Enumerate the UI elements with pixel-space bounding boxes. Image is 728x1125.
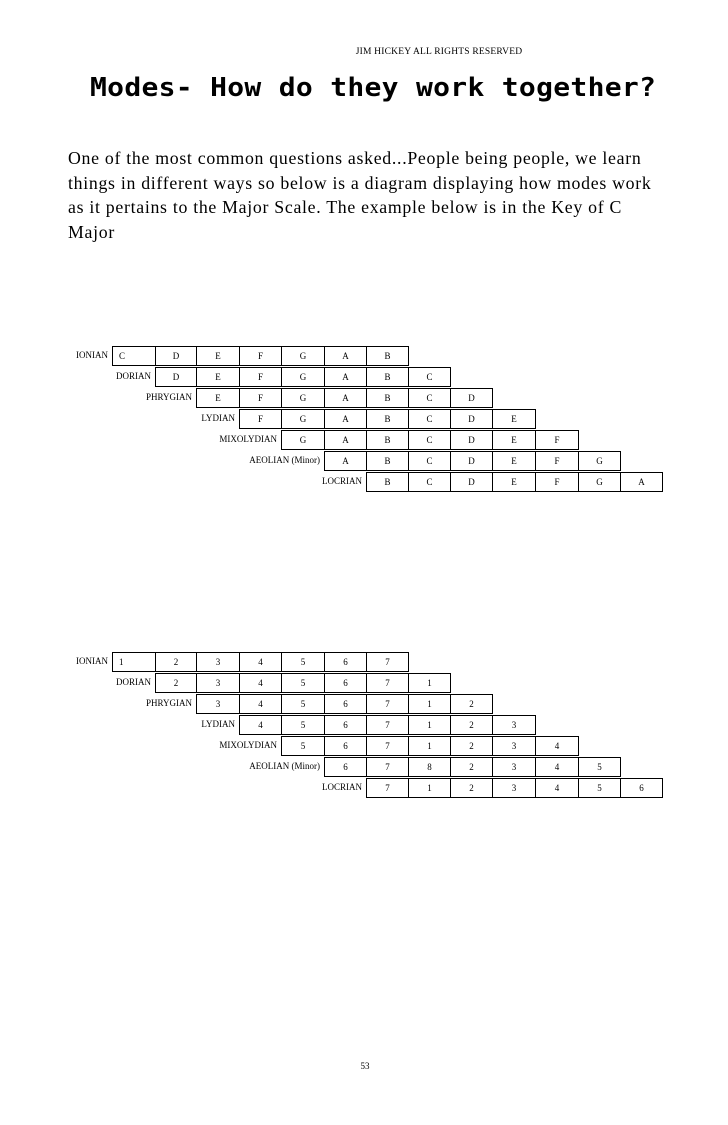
mode-cell: 3: [196, 673, 240, 693]
mode-cell: G: [281, 388, 325, 408]
mode-cell: B: [366, 472, 409, 492]
mode-cell: C: [408, 367, 451, 387]
mode-cell: 1: [408, 715, 451, 735]
mode-cell: 3: [492, 757, 536, 777]
mode-cell: E: [492, 409, 536, 429]
mode-cell: 5: [281, 715, 325, 735]
mode-cell: 1: [408, 778, 451, 798]
mode-cell: 2: [450, 694, 493, 714]
mode-cell: 7: [366, 736, 409, 756]
mode-cell: 6: [620, 778, 663, 798]
mode-cell: G: [281, 367, 325, 387]
mode-cell: 2: [155, 652, 197, 672]
mode-cell: E: [492, 451, 536, 471]
mode-cell: B: [366, 388, 409, 408]
mode-label: MIXOLYDIAN: [219, 434, 277, 444]
mode-label: AEOLIAN (Minor): [249, 455, 320, 465]
mode-label: IONIAN: [76, 350, 108, 360]
mode-cell: 7: [366, 652, 409, 672]
mode-cell: D: [450, 430, 493, 450]
mode-cell: E: [492, 472, 536, 492]
mode-cell: F: [535, 430, 579, 450]
mode-cell: D: [450, 451, 493, 471]
mode-cell: 4: [239, 673, 282, 693]
mode-cell: 8: [408, 757, 451, 777]
mode-cell: 4: [535, 778, 579, 798]
mode-cell: A: [324, 430, 367, 450]
mode-cell: 6: [324, 715, 367, 735]
mode-cell: G: [281, 409, 325, 429]
mode-cell: 1: [112, 652, 156, 672]
mode-cell: D: [155, 346, 197, 366]
mode-cell: 7: [366, 757, 409, 777]
mode-cell: 1: [408, 673, 451, 693]
mode-cell: A: [324, 409, 367, 429]
mode-cell: D: [450, 409, 493, 429]
mode-cell: 4: [239, 652, 282, 672]
mode-cell: A: [620, 472, 663, 492]
mode-cell: 3: [492, 736, 536, 756]
mode-cell: C: [408, 409, 451, 429]
mode-cell: D: [155, 367, 197, 387]
mode-cell: 2: [450, 757, 493, 777]
mode-label: LOCRIAN: [322, 782, 362, 792]
mode-cell: E: [196, 346, 240, 366]
mode-cell: 5: [281, 652, 325, 672]
mode-cell: G: [578, 472, 621, 492]
mode-cell: 3: [196, 694, 240, 714]
mode-label: DORIAN: [116, 677, 151, 687]
mode-cell: 6: [324, 757, 367, 777]
mode-cell: F: [535, 451, 579, 471]
mode-cell: F: [239, 346, 282, 366]
mode-cell: C: [408, 451, 451, 471]
mode-cell: D: [450, 388, 493, 408]
mode-cell: 5: [578, 778, 621, 798]
mode-label: AEOLIAN (Minor): [249, 761, 320, 771]
mode-cell: 7: [366, 673, 409, 693]
mode-cell: B: [366, 430, 409, 450]
mode-cell: B: [366, 409, 409, 429]
mode-cell: E: [196, 388, 240, 408]
mode-label: LYDIAN: [201, 719, 235, 729]
mode-cell: A: [324, 451, 367, 471]
mode-cell: B: [366, 346, 409, 366]
mode-label: MIXOLYDIAN: [219, 740, 277, 750]
mode-cell: 1: [408, 736, 451, 756]
page-title: Modes- How do they work together?: [90, 72, 657, 103]
page-number: 53: [360, 1061, 370, 1071]
mode-cell: 3: [196, 652, 240, 672]
mode-cell: 2: [450, 736, 493, 756]
mode-cell: F: [535, 472, 579, 492]
mode-cell: F: [239, 388, 282, 408]
mode-cell: 4: [239, 694, 282, 714]
mode-cell: E: [196, 367, 240, 387]
mode-cell: D: [450, 472, 493, 492]
mode-cell: 1: [408, 694, 451, 714]
copyright-header: JIM HICKEY ALL RIGHTS RESERVED: [355, 47, 523, 57]
mode-cell: F: [239, 409, 282, 429]
mode-cell: C: [408, 472, 451, 492]
mode-cell: 3: [492, 715, 536, 735]
mode-cell: A: [324, 388, 367, 408]
mode-cell: 6: [324, 736, 367, 756]
mode-cell: B: [366, 367, 409, 387]
mode-label: PHRYGIAN: [145, 698, 192, 708]
mode-cell: 5: [578, 757, 621, 777]
mode-cell: A: [324, 346, 367, 366]
mode-cell: 3: [492, 778, 536, 798]
mode-cell: 4: [535, 736, 579, 756]
mode-cell: E: [492, 430, 536, 450]
mode-cell: 4: [535, 757, 579, 777]
mode-cell: 2: [450, 715, 493, 735]
mode-cell: 5: [281, 694, 325, 714]
mode-label: LOCRIAN: [322, 476, 362, 486]
mode-cell: 6: [324, 673, 367, 693]
mode-cell: A: [324, 367, 367, 387]
mode-cell: C: [408, 388, 451, 408]
mode-cell: 6: [324, 652, 367, 672]
mode-cell: 2: [450, 778, 493, 798]
mode-cell: F: [239, 367, 282, 387]
mode-cell: 4: [239, 715, 282, 735]
mode-cell: 5: [281, 736, 325, 756]
mode-cell: 7: [366, 694, 409, 714]
mode-cell: B: [366, 451, 409, 471]
mode-cell: C: [408, 430, 451, 450]
mode-cell: 7: [366, 715, 409, 735]
mode-cell: C: [112, 346, 156, 366]
intro-paragraph: One of the most common questions asked...People being people, we learn things in different ways so below is a diagram displaying how modes work as it pertains to the Major Scale. The example below is in the Key of C Major: [68, 148, 652, 242]
mode-label: IONIAN: [76, 656, 108, 666]
mode-label: LYDIAN: [201, 413, 235, 423]
mode-cell: G: [281, 430, 325, 450]
mode-label: DORIAN: [116, 371, 151, 381]
mode-cell: G: [578, 451, 621, 471]
mode-cell: 5: [281, 673, 325, 693]
mode-label: PHRYGIAN: [145, 392, 192, 402]
mode-cell: 7: [366, 778, 409, 798]
mode-cell: 6: [324, 694, 367, 714]
mode-cell: 2: [155, 673, 197, 693]
mode-cell: G: [281, 346, 325, 366]
